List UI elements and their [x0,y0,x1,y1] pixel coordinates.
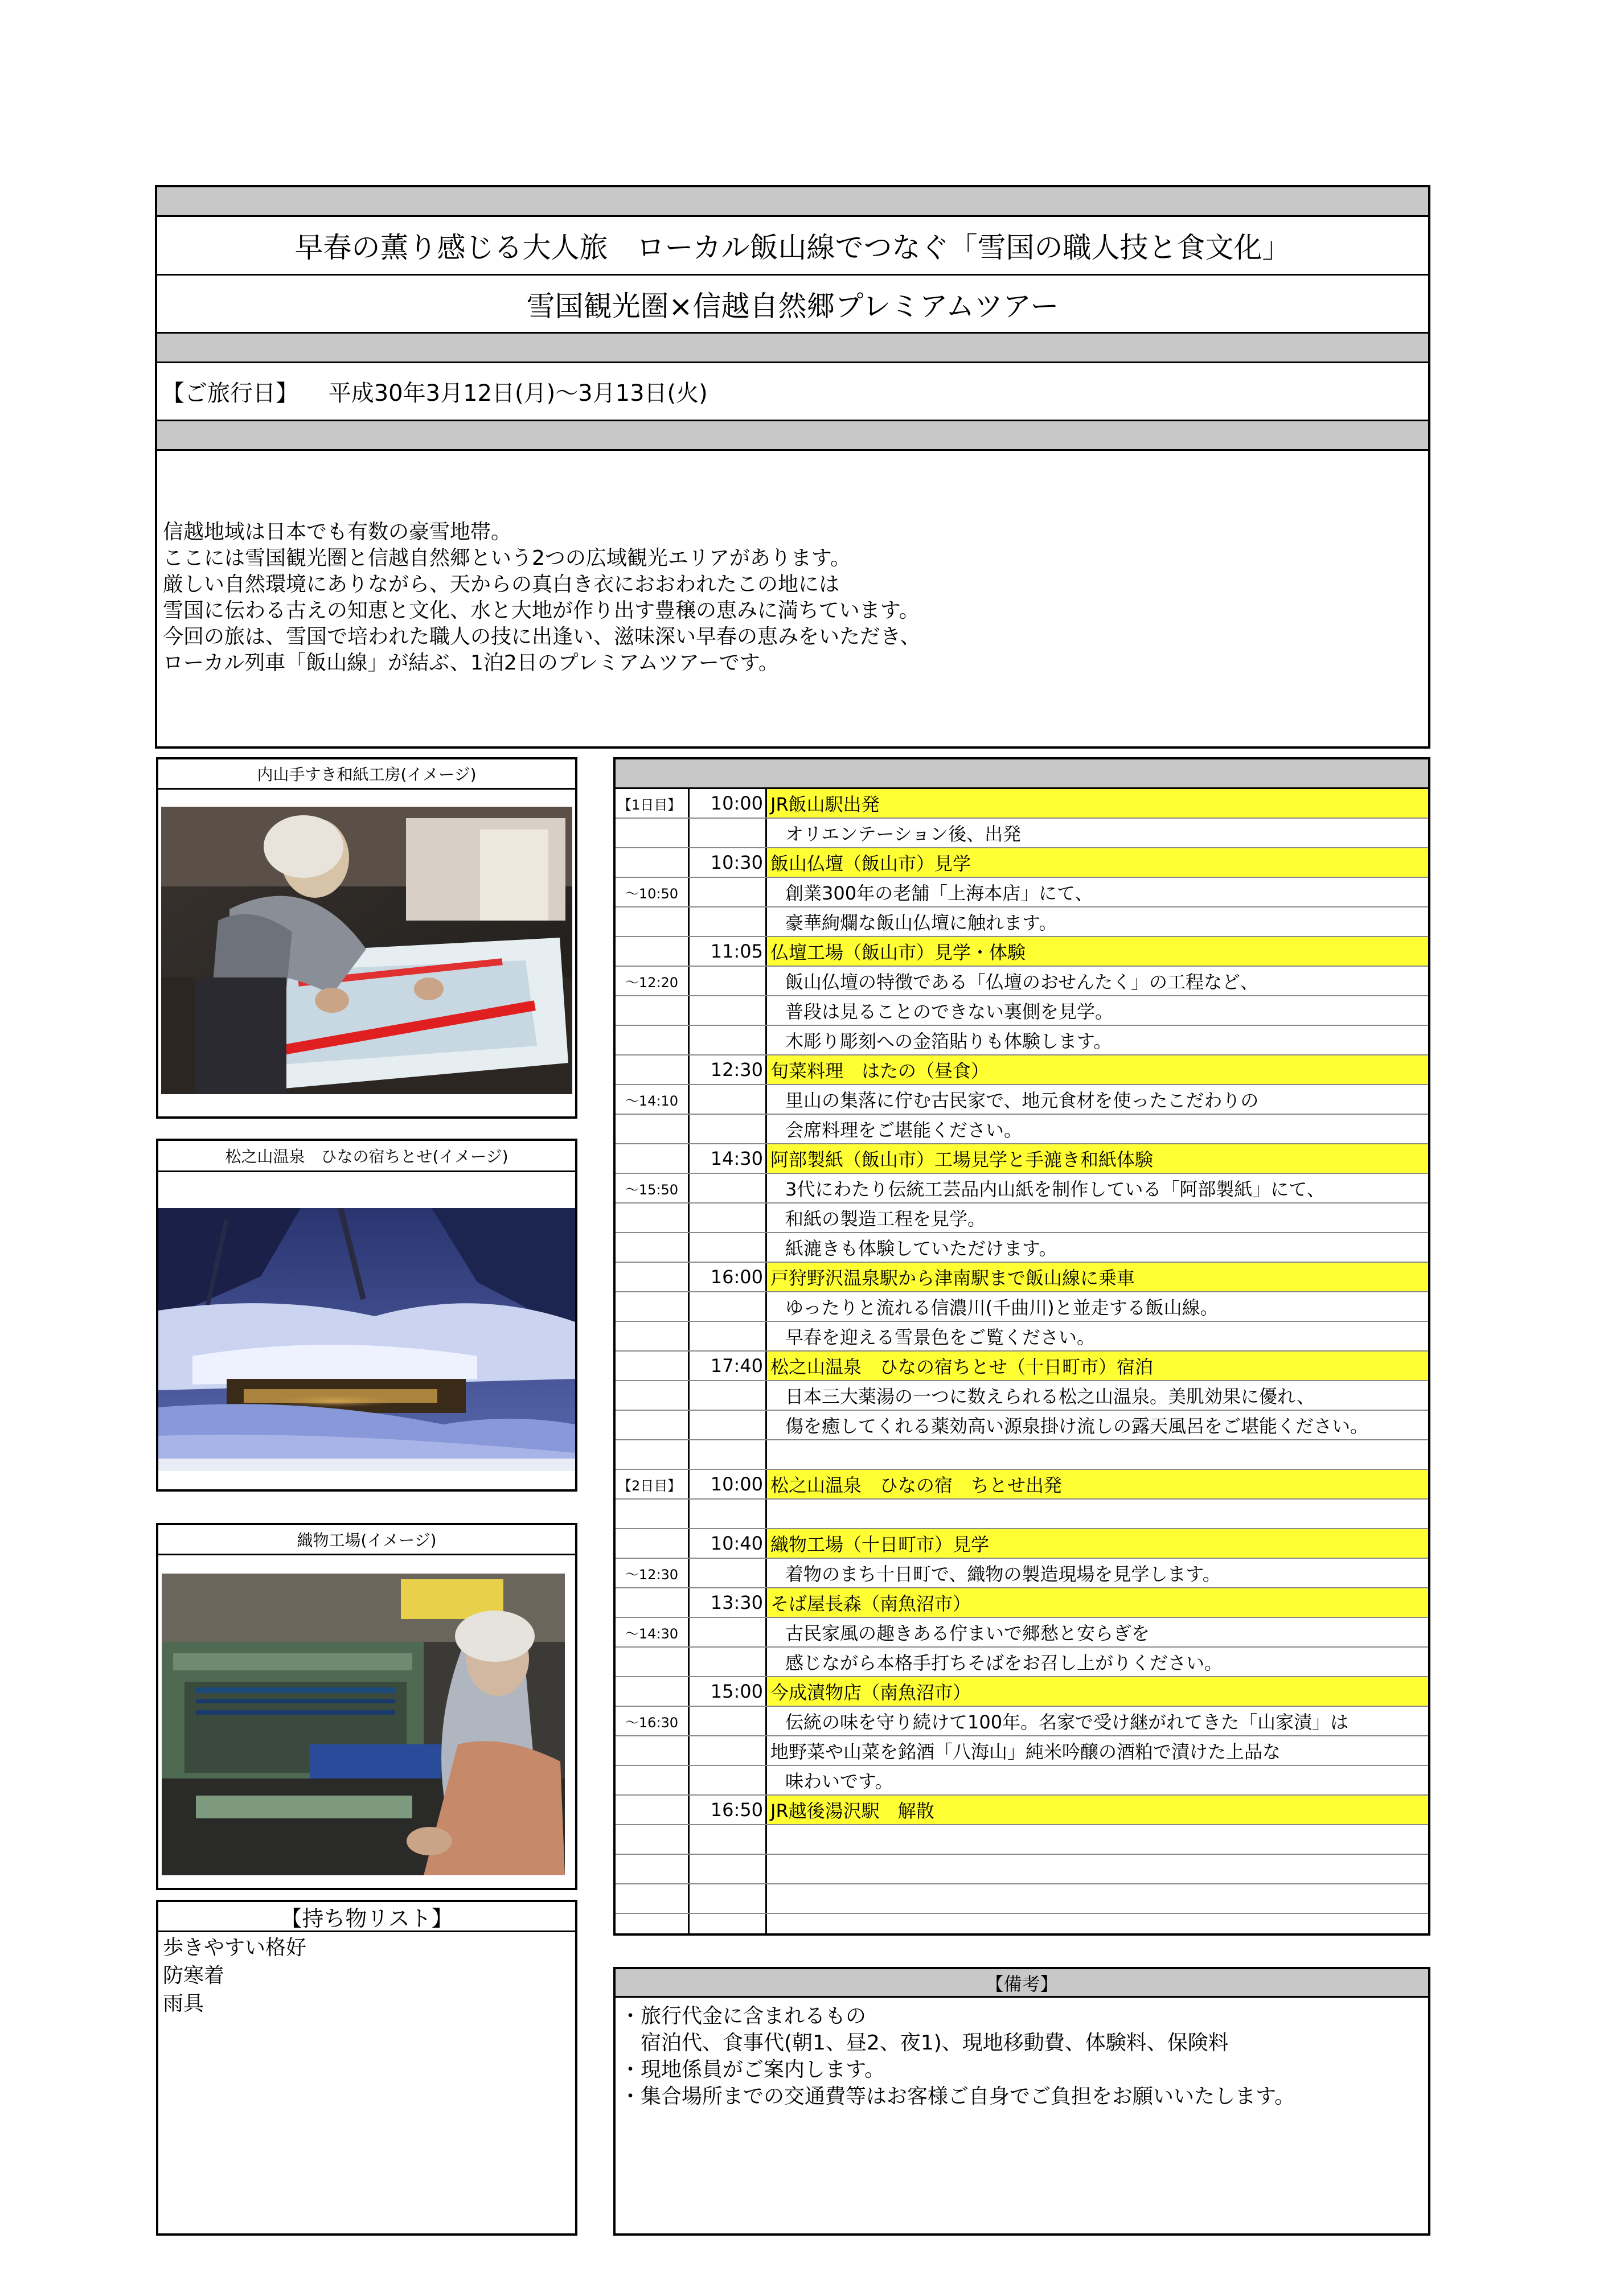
itinerary-time-cell [690,1204,765,1232]
itinerary-description [767,1500,1428,1528]
belongings-item: 防寒着 [163,1964,225,1987]
itinerary-description: 傷を癒してくれる薬効高い源泉掛け流しの露天風呂をご堪能ください。 [785,1415,1369,1437]
itinerary-description [767,1855,1428,1883]
notes-title-text: 【備考】 [985,1973,1059,1995]
itinerary-row [616,1470,1428,1500]
itinerary-day-cell: 【1日目】 [618,796,682,813]
header-band-top [157,187,1428,217]
itinerary-stop-title: 飯山仏壇（飯山市）見学 [767,848,1428,877]
itinerary-row [616,1825,1428,1855]
itinerary-time-cell [690,967,765,995]
itinerary-day-cell: 【2日目】 [618,1477,682,1494]
itinerary-description: 味わいです。 [785,1771,893,1792]
itinerary-day-cell [616,1144,688,1173]
itinerary-time-cell [690,1825,765,1854]
itinerary-time-cell: 17:40 [710,1355,763,1377]
photo-caption: 松之山温泉 ひなの宿ちとせ(イメージ) [158,1141,575,1172]
itinerary-row [616,1440,1428,1470]
itinerary-row [616,1884,1428,1914]
itinerary-description: 感じながら本格手打ちそばをお召し上がりください。 [785,1652,1223,1674]
notes-box [613,1967,1430,2236]
itinerary-row [616,967,1428,996]
itinerary-row [616,1648,1428,1677]
itinerary-row [616,819,1428,848]
itinerary-time-cell [690,1707,765,1735]
itinerary-row [616,1618,1428,1648]
itinerary-day-cell [616,1855,688,1883]
itinerary-description: 飯山仏壇の特徴である「仏壇のおせんたく」の工程など、 [785,971,1259,993]
itinerary-time-cell: 16:50 [710,1799,763,1821]
itinerary-row [616,1292,1428,1322]
itinerary-day-cell: ～14:10 [625,1092,679,1109]
itinerary-row [616,937,1428,967]
itinerary-day-cell [616,1026,688,1054]
itinerary-time-cell: 10:00 [710,1473,763,1495]
itinerary-day-cell: ～16:30 [625,1714,679,1731]
itinerary-description: オリエンテーション後、出発 [785,823,1022,845]
itinerary-day-cell: ～12:20 [625,974,679,991]
itinerary-time-cell [690,1648,765,1676]
itinerary-stop-title: 松之山温泉 ひなの宿ちとせ（十日町市）宿泊 [767,1352,1428,1380]
itinerary-row [616,1677,1428,1707]
intro-text [157,451,1428,746]
itinerary-time-cell: 11:05 [710,940,763,962]
onsen-inn-photo [158,1208,575,1471]
itinerary-time-cell [690,907,765,936]
itinerary-day-cell: ～14:30 [625,1625,679,1642]
itinerary-day-cell: ～15:50 [625,1181,679,1198]
notes-line: ・旅行代金に含まれるもの [620,2005,867,2028]
itinerary-stop-title: 阿部製紙（飯山市）工場見学と手漉き和紙体験 [767,1144,1428,1173]
itinerary-row [616,848,1428,878]
itinerary-day-cell: ～12:30 [625,1566,679,1583]
itinerary-day-cell [616,819,688,847]
itinerary-table [613,757,1430,1936]
intro-line: ここには雪国観光圏と信越自然郷という2つの広域観光エリアがあります。 [163,547,851,570]
itinerary-stop-title: 仏壇工場（飯山市）見学・体験 [767,937,1428,966]
itinerary-time-cell [690,1292,765,1321]
itinerary-day-cell [616,1381,688,1410]
itinerary-time-cell [690,1766,765,1794]
itinerary-stop-title: 旬菜料理 はたの（昼食） [767,1055,1428,1084]
notes-line: 宿泊代、食事代(朝1、昼2、夜1)、現地移動費、体験料、保険料 [620,2031,1229,2055]
itinerary-time-cell [690,1440,765,1469]
itinerary-time-cell [690,1884,765,1913]
itinerary-row [616,1204,1428,1233]
itinerary-time-cell [690,1559,765,1587]
itinerary-row [616,1055,1428,1085]
itinerary-row [616,1411,1428,1440]
itinerary-time-cell: 10:30 [710,852,763,873]
intro-line: 今回の旅は、雪国で培われた職人の技に出逢い、滋味深い早春の恵みをいただき、 [163,625,921,648]
notes-line: ・現地係員がご案内します。 [620,2058,885,2081]
itinerary-day-cell [616,1352,688,1380]
itinerary-day-cell [616,1677,688,1706]
intro-line: 信越地域は日本でも有数の豪雪地帯。 [163,520,512,544]
intro-line: ローカル列車「飯山線」が結ぶ、1泊2日のプレミアムツアーです。 [163,651,779,675]
itinerary-day-cell [616,1292,688,1321]
itinerary-row [616,1796,1428,1825]
itinerary-day-cell [616,937,688,966]
itinerary-row [616,1322,1428,1352]
photo-panel-washi [156,757,577,1119]
itinerary-band [616,759,1428,789]
itinerary-row [616,1529,1428,1559]
header-block [155,185,1430,749]
notes-line: ・集合場所までの交通費等はお客様ご自身でご負担をお願いいたします。 [620,2085,1295,2108]
itinerary-time-cell [690,1174,765,1202]
itinerary-description: 地野菜や山菜を銘酒「八海山」純米吟醸の酒粕で漬けた上品な [770,1741,1281,1763]
itinerary-description: 創業300年の老舗「上海本店」にて、 [785,882,1093,904]
itinerary-time-cell [690,1618,765,1646]
itinerary-stop-title: JR越後湯沢駅 解散 [767,1796,1428,1824]
itinerary-stop-title: 今成漬物店（南魚沼市） [767,1677,1428,1706]
itinerary-day-cell [616,848,688,877]
itinerary-description [767,1440,1428,1469]
itinerary-row [616,1381,1428,1411]
itinerary-day-cell [616,1588,688,1617]
itinerary-description: ゆったりと流れる信濃川(千曲川)と並走する飯山線。 [785,1297,1219,1319]
header-band-low [157,421,1428,451]
itinerary-day-cell [616,1648,688,1676]
itinerary-day-cell [616,996,688,1025]
itinerary-time-cell: 14:30 [710,1148,763,1169]
itinerary-description: 早春を迎える雪景色をご覧ください。 [785,1326,1096,1348]
itinerary-time-cell [690,1085,765,1114]
belongings-box [156,1900,577,2236]
itinerary-day-cell: ～10:50 [625,885,679,902]
photo-panel-textile [156,1523,577,1890]
itinerary-description: 普段は見ることのできない裏側を見学。 [785,1001,1114,1022]
header-band-mid [157,334,1428,363]
photo-panel-onsen [156,1139,577,1492]
title-main-text: 早春の薫り感じる大人旅 ローカル飯山線でつなぐ「雪国の職人技と食文化」 [294,231,1291,264]
itinerary-day-cell [616,1500,688,1528]
itinerary-row [616,1115,1428,1144]
itinerary-row [616,1588,1428,1618]
itinerary-row [616,1500,1428,1529]
itinerary-description [767,1825,1428,1854]
itinerary-description: 和紙の製造工程を見学。 [785,1208,986,1230]
photo-caption: 内山手すき和紙工房(イメージ) [158,759,575,790]
itinerary-time-cell [690,1322,765,1350]
belongings-item: 歩きやすい格好 [163,1936,307,1960]
itinerary-time-cell: 12:30 [710,1059,763,1081]
itinerary-description [767,1884,1428,1913]
itinerary-day-cell [616,1233,688,1262]
itinerary-description: 古民家風の趣きある佇まいで郷愁と安らぎを [785,1623,1150,1644]
itinerary-description: 日本三大薬湯の一つに数えられる松之山温泉。美肌効果に優れ、 [785,1386,1315,1407]
itinerary-day-cell [616,1440,688,1469]
travel-date-label: 【ご旅行日】 [162,380,298,406]
itinerary-row [616,1766,1428,1796]
itinerary-day-cell [616,1766,688,1794]
itinerary-time-cell [690,1736,765,1765]
belongings-title: 【持ち物リスト】 [158,1902,575,1932]
itinerary-time-cell [690,996,765,1025]
itinerary-day-cell [616,907,688,936]
intro-line: 雪国に伝わる古えの知恵と文化、水と大地が作り出す豊穣の恵みに満ちています。 [163,599,920,622]
itinerary-description: 3代にわたり伝統工芸品内山紙を制作している「阿部製紙」にて、 [785,1178,1325,1200]
itinerary-row [616,1559,1428,1588]
itinerary-day-cell [616,1263,688,1291]
itinerary-time-cell [690,878,765,906]
itinerary-day-cell [616,1411,688,1439]
itinerary-stop-title: そば屋長森（南魚沼市） [767,1588,1428,1617]
itinerary-time-cell [690,1855,765,1883]
textile-factory-photo [162,1574,565,1875]
itinerary-time-cell: 16:00 [710,1266,763,1288]
travel-date-row [157,363,1428,421]
washi-workshop-photo [161,807,572,1094]
itinerary-stop-title: JR飯山駅出発 [767,789,1428,818]
itinerary-time-cell [690,819,765,847]
itinerary-day-cell [616,1055,688,1084]
itinerary-row [616,1736,1428,1766]
itinerary-day-cell [616,1825,688,1854]
itinerary-time-cell [690,1500,765,1528]
itinerary-rows [616,789,1428,1933]
itinerary-day-cell [616,1736,688,1765]
intro-line: 厳しい自然環境にありながら、天からの真白き衣におおわれたこの地には [163,573,840,596]
itinerary-time-cell [690,1115,765,1143]
travel-date-value: 平成30年3月12日(月)～3月13日(火) [328,380,708,406]
itinerary-stop-title: 織物工場（十日町市）見学 [767,1529,1428,1558]
itinerary-row [616,1263,1428,1292]
itinerary-time-cell [690,1026,765,1054]
itinerary-row [616,878,1428,907]
itinerary-day-cell [616,1204,688,1232]
page-title [157,217,1428,276]
itinerary-day-cell [616,1115,688,1143]
itinerary-time-cell: 10:40 [710,1533,763,1554]
title-sub-text: 雪国観光圏×信越自然郷プレミアムツアー [526,289,1059,323]
belongings-item: 雨具 [163,1992,204,2015]
itinerary-row [616,1174,1428,1204]
itinerary-description: 着物のまち十日町で、織物の製造現場を見学します。 [785,1563,1221,1585]
itinerary-time-cell [690,1411,765,1439]
itinerary-row [616,1707,1428,1736]
itinerary-day-cell [616,1884,688,1913]
photo-caption: 織物工場(イメージ) [158,1525,575,1555]
itinerary-row [616,1352,1428,1381]
itinerary-time-cell [690,1381,765,1410]
itinerary-row [616,1855,1428,1884]
itinerary-stop-title: 松之山温泉 ひなの宿 ちとせ出発 [767,1470,1428,1498]
itinerary-row [616,1233,1428,1263]
itinerary-time-cell: 13:30 [710,1592,763,1613]
itinerary-day-cell [616,1529,688,1558]
itinerary-description: 伝統の味を守り続けて100年。名家で受け継がれてきた「山家漬」は [785,1711,1349,1733]
itinerary-row [616,1144,1428,1174]
itinerary-description: 木彫り彫刻への金箔貼りも体験します。 [785,1030,1112,1052]
itinerary-time-cell: 15:00 [710,1681,763,1702]
itinerary-description: 豪華絢爛な飯山仏壇に触れます。 [785,912,1057,934]
itinerary-description: 紙漉きも体験していただけます。 [785,1238,1057,1259]
itinerary-row [616,1085,1428,1115]
itinerary-time-cell: 10:00 [710,792,763,814]
itinerary-day-cell [616,1796,688,1824]
itinerary-row [616,907,1428,937]
itinerary-stop-title: 戸狩野沢温泉駅から津南駅まで飯山線に乗車 [767,1263,1428,1291]
itinerary-row [616,789,1428,819]
itinerary-time-cell [690,1233,765,1262]
itinerary-description: 里山の集落に佇む古民家で、地元食材を使ったこだわりの [785,1090,1259,1111]
itinerary-row [616,1026,1428,1055]
page-subtitle [157,276,1428,334]
itinerary-description: 会席料理をご堪能ください。 [785,1119,1023,1141]
notes-title [616,1969,1428,1998]
itinerary-day-cell [616,1322,688,1350]
itinerary-row [616,996,1428,1026]
